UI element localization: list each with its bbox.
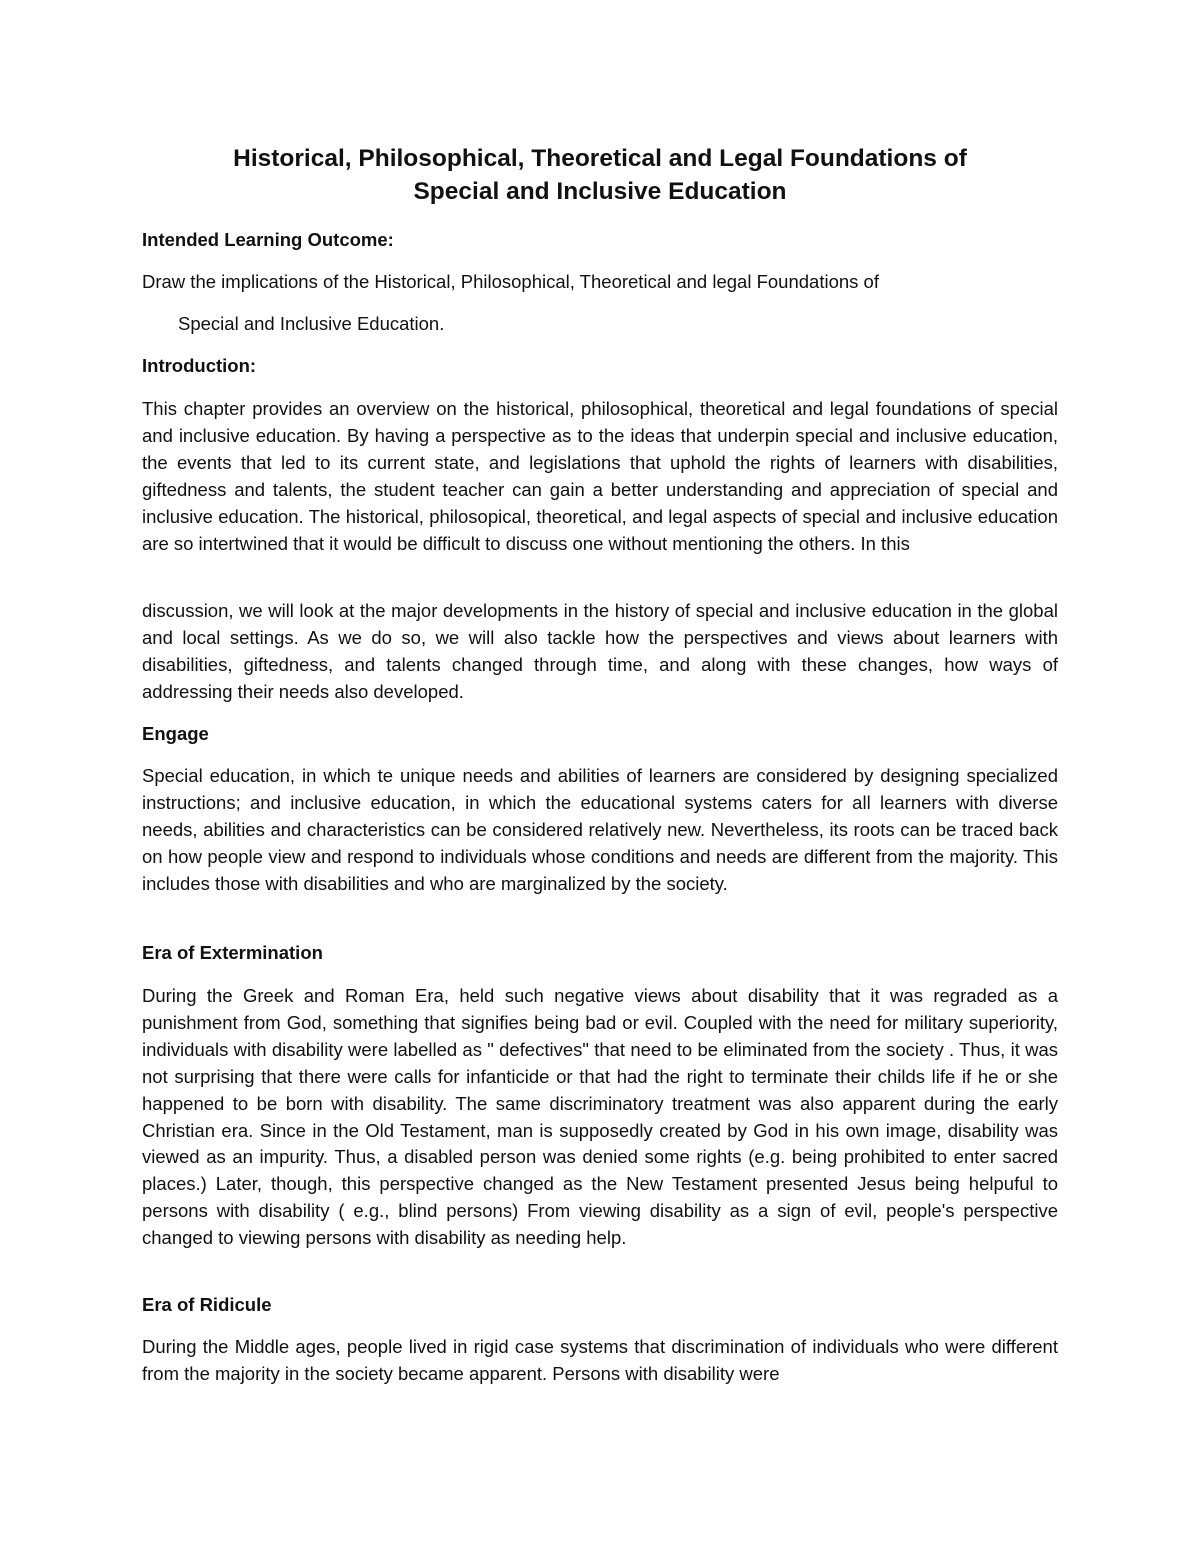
learning-outcome-heading: Intended Learning Outcome: <box>142 229 394 250</box>
era-of-extermination-paragraph: During the Greek and Roman Era, held such negative views about disability that it was regraded as a punishment from God, something that signifies being bad or evil. Coupled with the need for military superiority, individuals with disability were labelled as " defectives" that need to be eliminated from the society . Thus, it was not surprising that there were calls for infanticide or that had the right to terminate their childs life if he or she happened to be born with disability. The same discriminatory treatment was also apparent during the early Christian era. Since in the Old Testament, man is supposedly created by God in his own image, disability was viewed as an impurity. Thus, a disabled person was denied some rights (e.g. being prohibited to enter sacred places.) Later, though, this perspective changed as the New Testament presented Jesus being helpuful to persons with disability ( e.g., blind persons) From viewing disability as a sign of evil, people's perspective changed to viewing persons with disability as needing help. <box>142 985 1058 1249</box>
introduction-paragraph-2: discussion, we will look at the major developments in the history of special and inclusive education in the global and local settings. As we do so, we will also tackle how the perspectives and views about learners with disabilities, giftedness, and talents changed through time, and along with these changes, how ways of addressing their needs also developed. <box>142 600 1058 702</box>
learning-outcome-line-1: Draw the implications of the Historical, Philosophical, Theoretical and legal Foundations of <box>142 271 879 292</box>
introduction-paragraph-1 <box>142 396 1058 557</box>
introduction-paragraph-1-end: In this <box>860 532 910 554</box>
engage-paragraph: Special education, in which te unique needs and abilities of learners are considered by designing specialized instructions; and inclusive education, in which the educational systems caters for all learners with diverse needs, abilities and characteristics can be considered relatively new. Nevertheless, its roots can be traced back on how people view and respond to individuals whose conditions and needs are different from the majority. This includes those with disabilities and who are marginalized by the society. <box>142 765 1058 894</box>
title-line-1: Historical, Philosophical, Theoretical and Legal Foundations of <box>233 145 967 172</box>
learning-outcome-line-2: Special and Inclusive Education. <box>178 313 445 334</box>
introduction-heading: Introduction: <box>142 355 257 376</box>
engage-heading: Engage <box>142 723 209 744</box>
title-line-2: Special and Inclusive Education <box>413 178 787 205</box>
document-title <box>142 142 1058 208</box>
introduction-paragraph-1-text: This chapter provides an overview on the historical, philosophical, theoretical and legal foundations of special and inclusive education. By having a perspective as to the ideas that underpin special and inclusive education, the events that led to its current state, and legislations that uphold the rights of learners with disabilities, giftedness and talents, the student teacher can gain a better understanding and appreciation of special and inclusive education. The historical, philosopical, theoretical, and legal aspects of special and inclusive education are so intertwined that it would be difficult to discuss one without mentioning the others. <box>142 398 1058 554</box>
era-of-ridicule-paragraph: During the Middle ages, people lived in rigid case systems that discrimination of individuals who were different from the majority in the society became apparent. Persons with disability were <box>142 1336 1058 1384</box>
era-of-extermination-heading: Era of Extermination <box>142 942 323 963</box>
era-of-ridicule-heading: Era of Ridicule <box>142 1294 272 1315</box>
